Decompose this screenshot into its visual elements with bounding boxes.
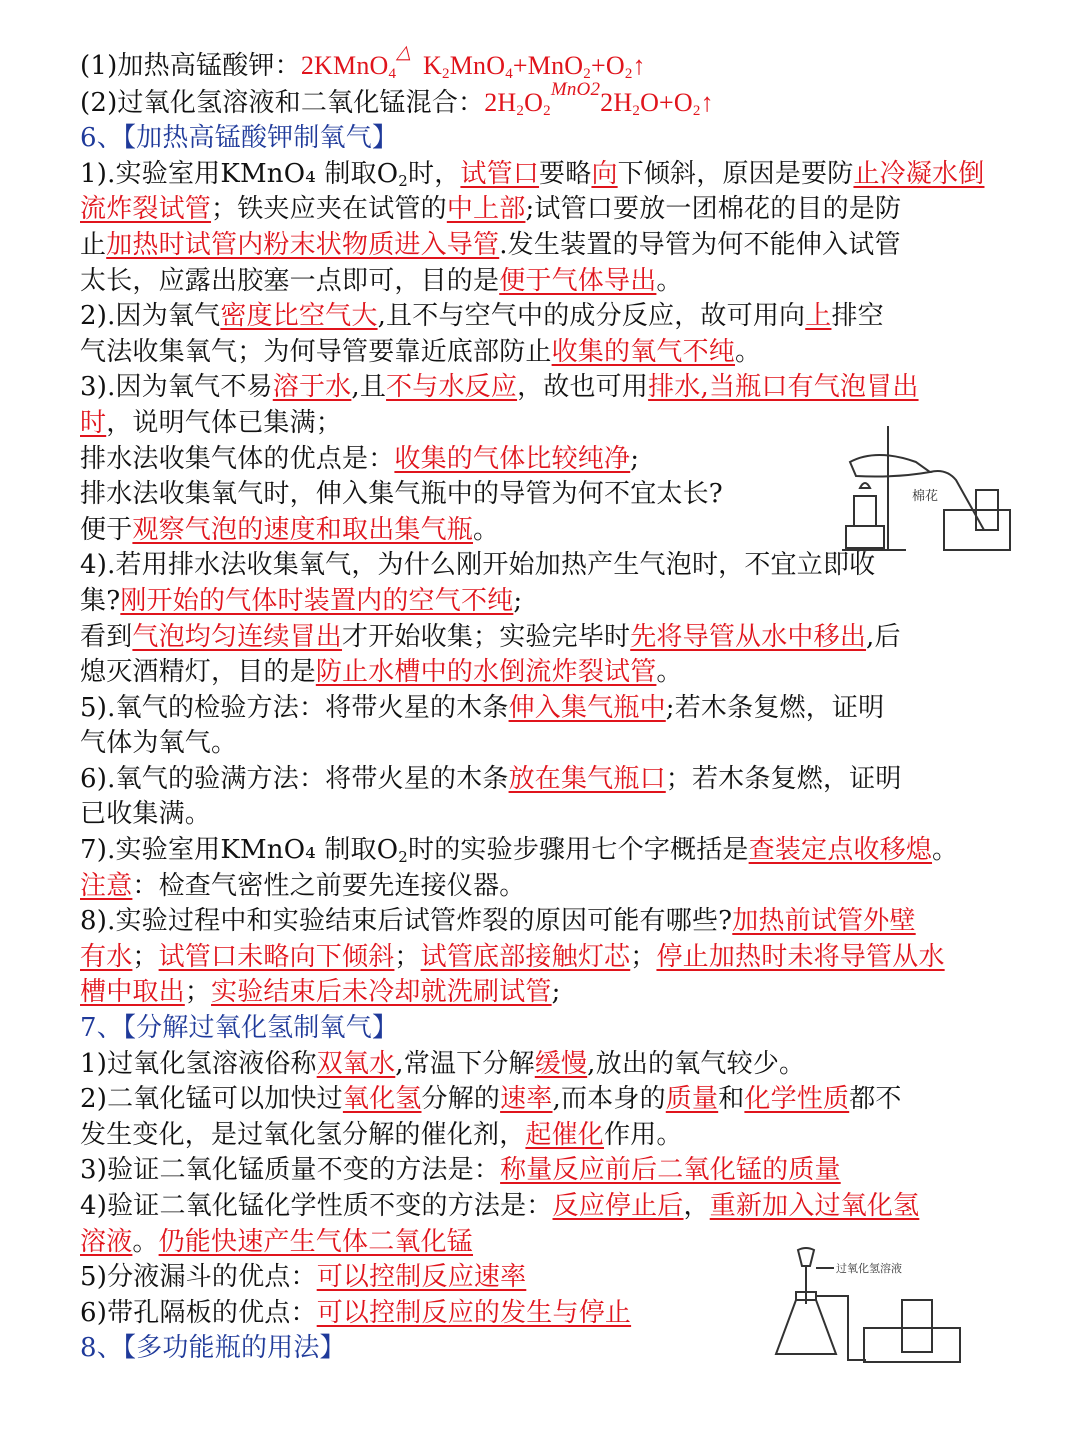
section-6-heading: 6、【加热高锰酸钾制氧气】 [80, 123, 399, 154]
paragraph-line: 5)分液漏斗的优点：可以控制反应速率 [80, 1262, 527, 1293]
paragraph-line: 3).因为氧气不易溶于水,且不与水反应，故也可用排水,当瓶口有气泡冒出 [80, 372, 919, 403]
paragraph-line: 槽中取出；实验结束后未冷却就洗刷试管; [80, 977, 561, 1008]
paragraph-line: 有水；试管口未略向下倾斜；试管底部接触灯芯；停止加热时未将导管从水 [80, 941, 945, 972]
line-kmno4-equation: (1)加热高锰酸钾：2KMnO$_4$△ $K_2MnO_4+MnO_2+O_2↑$ [80, 42, 646, 82]
paragraph-line: 溶液。仍能快速产生气体二氧化锰 [80, 1226, 474, 1257]
paragraph-line: 发生变化，是过氧化氢分解的催化剂，起催化作用。 [80, 1119, 683, 1150]
cotton-label: 棉花 [912, 489, 939, 504]
h2o2-apparatus-drawing [770, 1244, 970, 1368]
paragraph-line: 4)验证二氧化锰化学性质不变的方法是：反应停止后，重新加入过氧化氢 [80, 1191, 920, 1221]
kmno4-apparatus-figure [836, 418, 1016, 558]
paragraph-line: 1)过氧化氢溶液俗称双氧水,常温下分解缓慢,放出的氧气较少。 [80, 1048, 806, 1079]
paragraph-line: 排水法收集气体的优点是：收集的气体比较纯净; [80, 443, 640, 474]
paragraph-line: 集?刚开始的气体时装置内的空气不纯; [80, 585, 523, 616]
paragraph-line: 2)二氧化锰可以加快过氧化氢分解的速率,而本身的质量和化学性质都不 [80, 1084, 902, 1115]
document-body [80, 42, 1010, 1367]
kmno4-apparatus-drawing [836, 418, 1016, 558]
kmno4-equation: 2KMnO$_4$△ $K_2MnO_4+MnO_2+O_2↑$ [300, 42, 646, 82]
paragraph-line: 太长，应露出胶塞一点即可，目的是便于气体导出。 [80, 265, 683, 296]
section-7-heading: 7、【分解过氧化氢制氧气】 [80, 1013, 399, 1044]
paragraph-line: 7).实验室用KMnO₄ 制取$O_2$时的实验步骤用七个字概括是查装定点收移熄。 [80, 835, 959, 867]
paragraph-line: 流炸裂试管；铁夹应夹在试管的中上部;试管口要放一团棉花的目的是防 [80, 194, 902, 225]
paragraph-line: 1).实验室用KMnO₄ 制取$O_2$时，试管口要略向下倾斜，原因是要防止冷凝水倒 [80, 158, 985, 190]
paragraph-line: 6)带孔隔板的优点：可以控制反应的发生与停止 [80, 1297, 632, 1328]
paragraph-line: 熄灭酒精灯，目的是防止水槽中的水倒流炸裂试管。 [80, 657, 683, 688]
paragraph-line: 6).氧气的验满方法：将带火星的木条放在集气瓶口；若木条复燃，证明 [80, 763, 902, 794]
paragraph-line: 3)验证二氧化锰质量不变的方法是：称量反应前后二氧化锰的质量 [80, 1155, 841, 1186]
paragraph-line: 已收集满。 [80, 799, 212, 830]
paragraph-line: 气法收集氧气；为何导管要靠近底部防止收集的氧气不纯。 [80, 336, 762, 367]
paragraph-line: 气体为氧气。 [80, 728, 238, 759]
paragraph-line: 4).若用排水法收集氧气，为什么刚开始加热产生气泡时，不宜立即收 [80, 550, 876, 581]
h2o2-equation: $2H_2O_2^{MnO2}2H_2O+O_2↑$ [484, 78, 714, 119]
paragraph-line: 注意：检查气密性之前要先连接仪器。 [80, 870, 526, 901]
paragraph-line: 5).氧气的检验方法：将带火星的木条伸入集气瓶中;若木条复燃，证明 [80, 692, 885, 723]
paragraph-line: 看到气泡均匀连续冒出才开始收集；实验完毕时先将导管从水中移出,后 [80, 621, 901, 652]
section-8-heading: 8、【多功能瓶的用法】 [80, 1333, 346, 1364]
h2o2-label: 过氧化氢溶液 [836, 1262, 902, 1275]
paragraph-line: 时，说明气体已集满； [80, 407, 343, 438]
line-h2o2-equation: (2)过氧化氢溶液和二氧化锰混合：$2H_2O_2^{MnO2}2H_2O+O_2↑$ [80, 78, 714, 119]
paragraph-line: 便于观察气泡的速度和取出集气瓶。 [80, 514, 500, 545]
paragraph-line: 止加热时试管内粉末状物质进入导管.发生装置的导管为何不能伸入试管 [80, 229, 901, 260]
h2o2-apparatus-figure [770, 1244, 970, 1368]
paragraph-line: 排水法收集氧气时，伸入集气瓶中的导管为何不宜太长? [80, 479, 723, 510]
paragraph-line: 2).因为氧气密度比空气大,且不与空气中的成分反应，故可用向上排空 [80, 301, 884, 332]
paragraph-line: 8).实验过程中和实验结束后试管炸裂的原因可能有哪些?加热前试管外壁 [80, 906, 916, 937]
